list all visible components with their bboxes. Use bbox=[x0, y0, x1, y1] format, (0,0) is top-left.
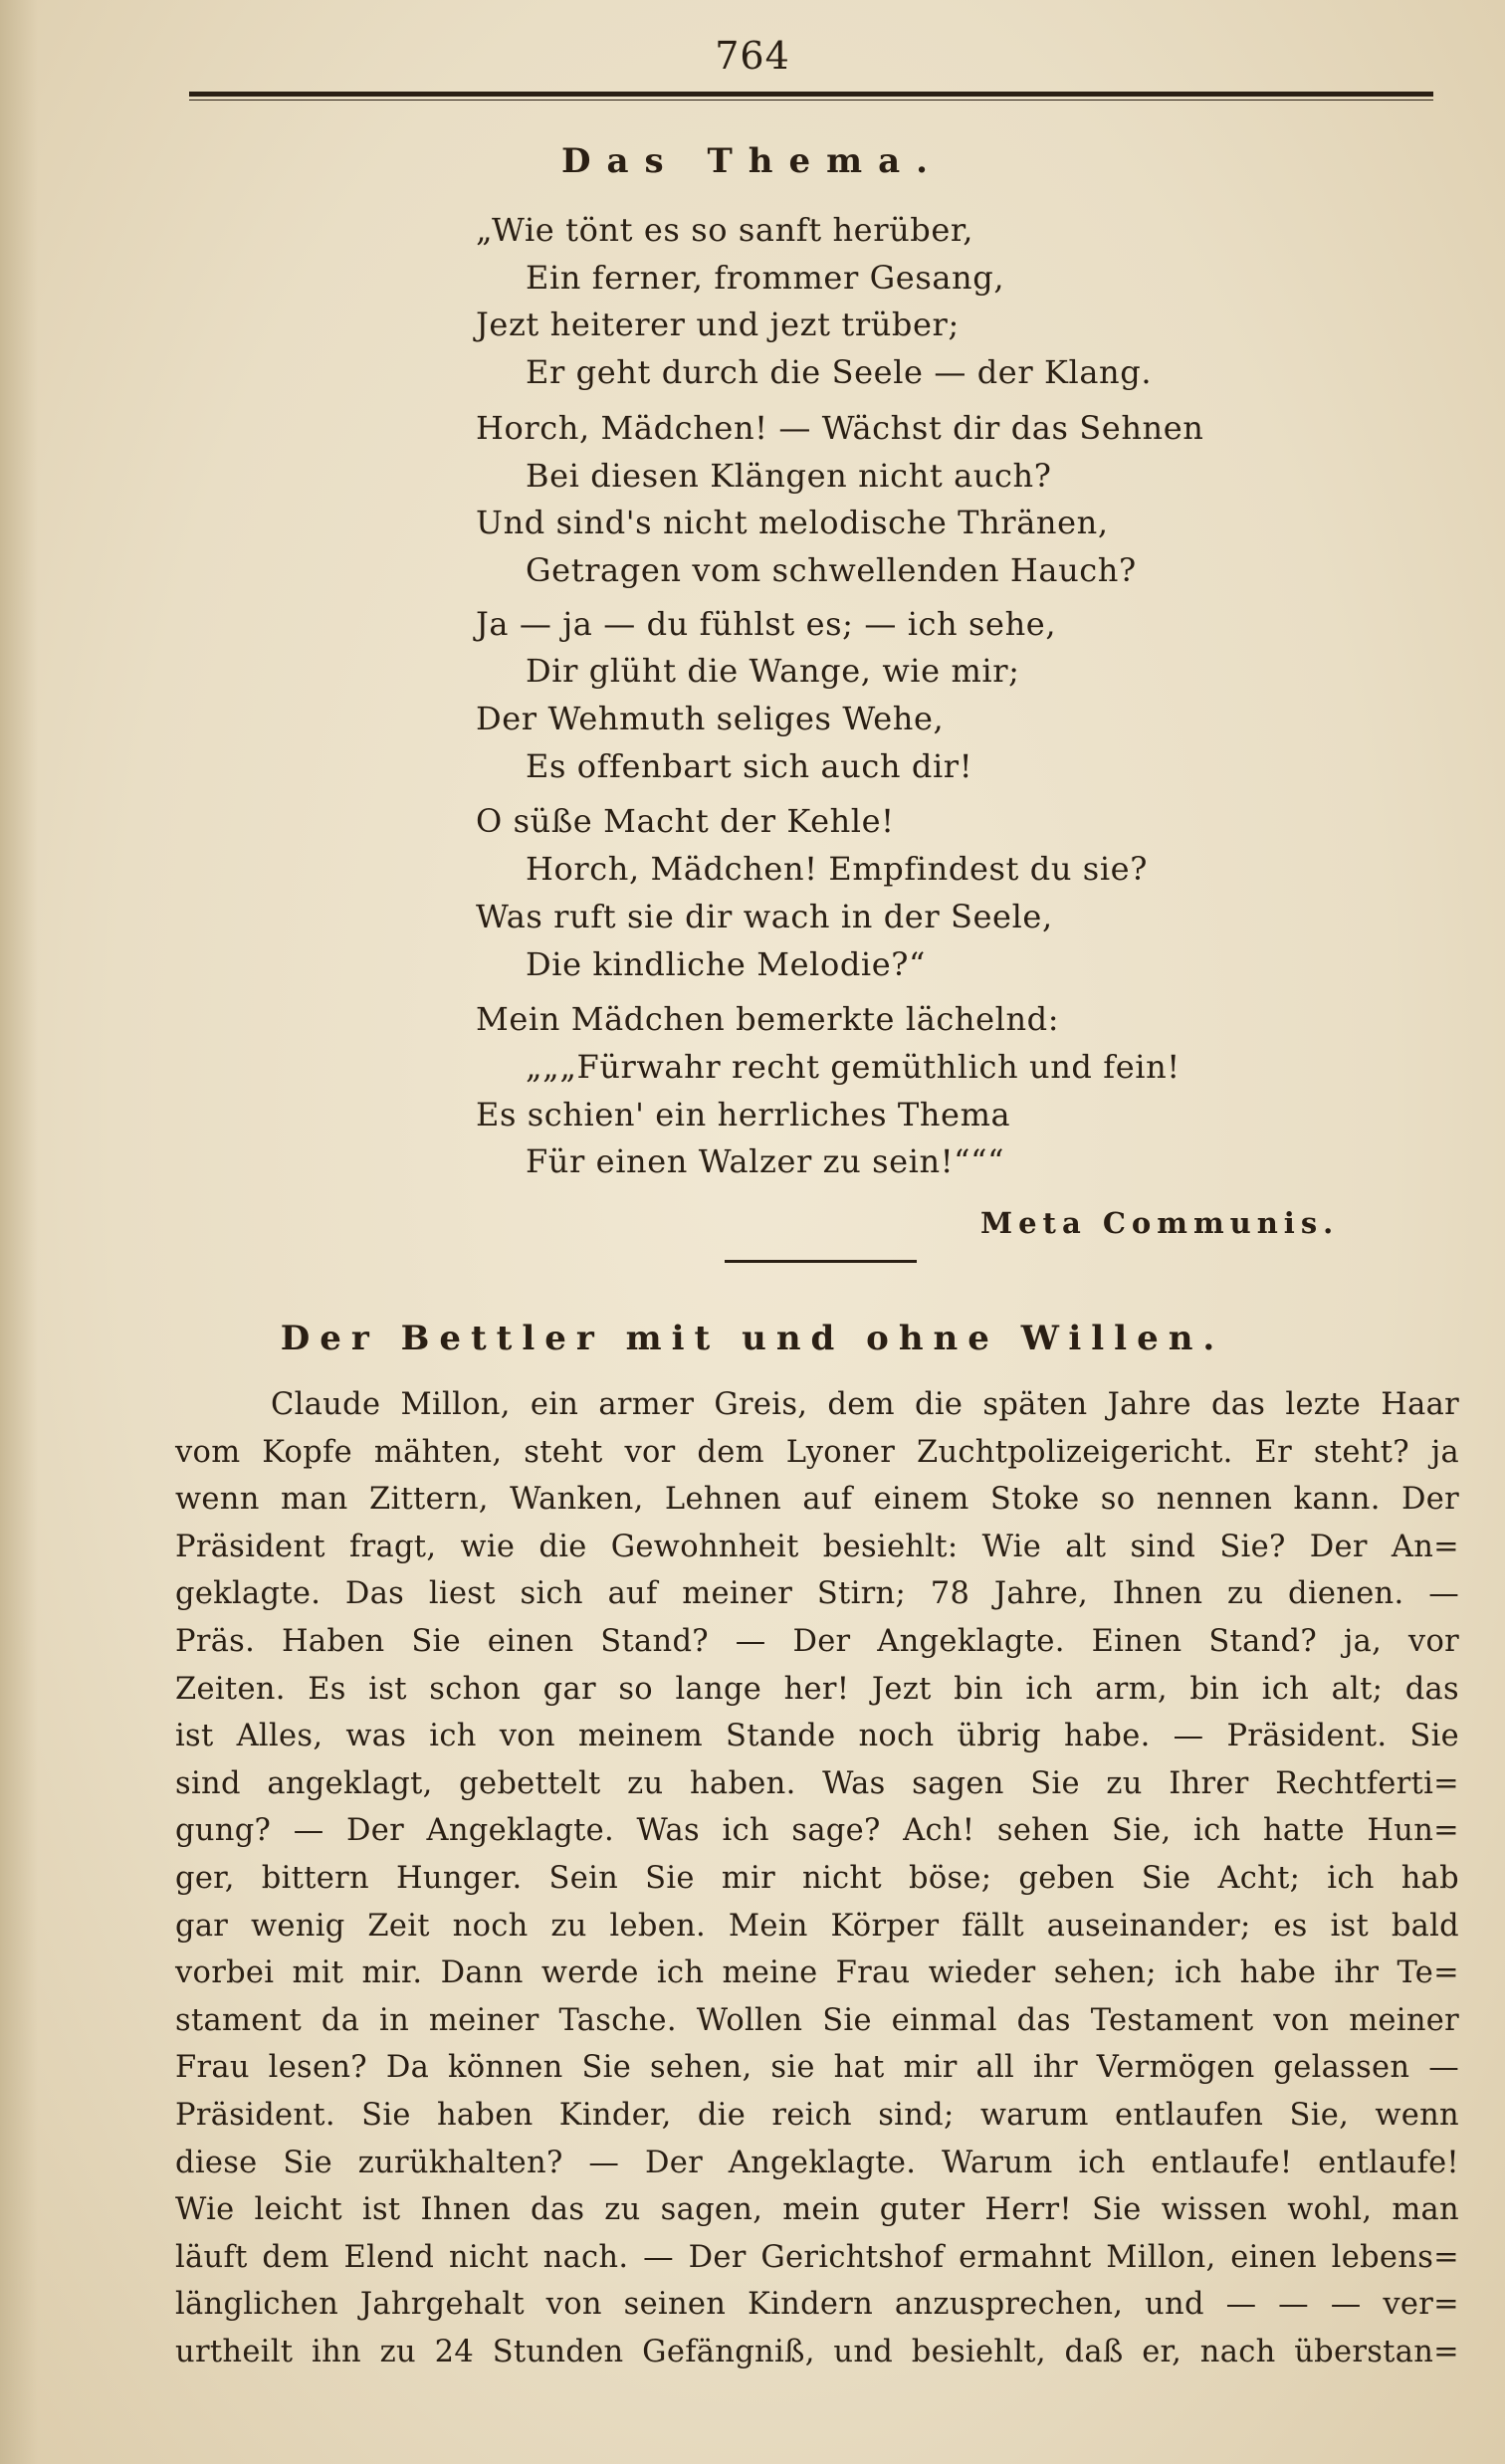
poem-line: Horch, Mädchen! — Wächst dir das Sehnen bbox=[476, 408, 1204, 447]
article-line: stament da in meiner Tasche. Wollen Sie einmal das Testament von meiner bbox=[175, 2002, 1459, 2038]
poem-line: „Wie tönt es so sanft herüber, bbox=[476, 211, 974, 249]
article-line: läuft dem Elend nicht nach. — Der Gerichtshof ermahnt Millon, einen lebens= bbox=[175, 2239, 1459, 2275]
article-line: Zeiten. Es ist schon gar so lange her! Jezt bin ich arm, bin ich alt; das bbox=[175, 1671, 1459, 1707]
poem-line: Getragen vom schwellenden Hauch? bbox=[526, 550, 1137, 589]
article-line: vorbei mit mir. Dann werde ich meine Frau wieder sehen; ich habe ihr Te= bbox=[175, 1955, 1459, 1991]
article-line: länglichen Jahrgehalt von seinen Kindern anzusprechen, und — — — ver= bbox=[175, 2287, 1459, 2323]
article-line: urtheilt ihn zu 24 Stunden Gefängniß, und besiehlt, daß er, nach überstan= bbox=[175, 2335, 1459, 2369]
poem-line: Horch, Mädchen! Empfindest du sie? bbox=[526, 850, 1148, 889]
poem-line: Die kindliche Melodie?“ bbox=[526, 944, 927, 983]
page-edge-shadow bbox=[0, 0, 38, 2464]
article-line: Claude Millon, ein armer Greis, dem die späten Jahre das lezte Haar bbox=[271, 1387, 1459, 1422]
poem-line: Ja — ja — du fühlst es; — ich sehe, bbox=[476, 604, 1057, 643]
poem-line: Ein ferner, frommer Gesang, bbox=[526, 258, 1005, 297]
poem-line: Jezt heiterer und jezt trüber; bbox=[476, 306, 960, 344]
article-line: Präsident fragt, wie die Gewohnheit besiehlt: Wie alt sind Sie? Der An= bbox=[175, 1529, 1459, 1564]
poem-line: Der Wehmuth seliges Wehe, bbox=[476, 700, 945, 737]
header-rule-thin bbox=[189, 100, 1433, 101]
poem-line: Es offenbart sich auch dir! bbox=[526, 746, 973, 785]
article-line: sind angeklagt, gebettelt zu haben. Was sagen Sie zu Ihrer Rechtferti= bbox=[175, 1765, 1459, 1801]
page-number: 764 bbox=[715, 34, 790, 78]
poem-line: Mein Mädchen bemerkte lächelnd: bbox=[476, 1000, 1060, 1039]
article-line: Wie leicht ist Ihnen das zu sagen, mein guter Herr! Sie wissen wohl, man bbox=[175, 2192, 1459, 2228]
poem-signature: Meta Communis. bbox=[980, 1206, 1340, 1240]
poem-line: Für einen Walzer zu sein!“““ bbox=[526, 1142, 1005, 1181]
article-line: ger, bittern Hunger. Sein Sie mir nicht böse; geben Sie Acht; ich hab bbox=[175, 1861, 1459, 1896]
poem-line: Es schien' ein herrliches Thema bbox=[476, 1095, 1011, 1133]
article-title: Der Bettler mit und ohne Willen. bbox=[280, 1319, 1225, 1358]
poem-line: „„„Fürwahr recht gemüthlich und fein! bbox=[526, 1047, 1181, 1086]
article-line: Präs. Haben Sie einen Stand? — Der Angeklagte. Einen Stand? ja, vor bbox=[175, 1624, 1459, 1659]
article-line: diese Sie zurükhalten? — Der Angeklagte. Warum ich entlaufe! entlaufe! bbox=[175, 2145, 1459, 2180]
article-line: gung? — Der Angeklagte. Was ich sage? Ach! sehen Sie, ich hatte Hun= bbox=[175, 1813, 1459, 1849]
section-divider bbox=[725, 1260, 917, 1263]
poem-line: Bei diesen Klängen nicht auch? bbox=[526, 456, 1052, 495]
poem-title: Das Thema. bbox=[561, 141, 944, 181]
article-line: vom Kopfe mähten, steht vor dem Lyoner Zuchtpolizeigericht. Er steht? ja bbox=[175, 1434, 1459, 1470]
article-line: Frau lesen? Da können Sie sehen, sie hat mir all ihr Vermögen gelassen — bbox=[175, 2050, 1459, 2086]
article-line: ist Alles, was ich von meinem Stande noch übrig habe. — Präsident. Sie bbox=[175, 1719, 1459, 1754]
article-line: geklagte. Das liest sich auf meiner Stirn; 78 Jahre, Ihnen zu dienen. — bbox=[175, 1576, 1459, 1612]
article-line: wenn man Zittern, Wanken, Lehnen auf einem Stoke so nennen kann. Der bbox=[175, 1482, 1459, 1518]
poem-line: Er geht durch die Seele — der Klang. bbox=[526, 353, 1153, 392]
header-rule bbox=[189, 92, 1433, 97]
article-line: Präsident. Sie haben Kinder, die reich sind; warum entlaufen Sie, wenn bbox=[175, 2098, 1459, 2133]
article-line: gar wenig Zeit noch zu leben. Mein Körper fällt auseinander; es ist bald bbox=[175, 1908, 1459, 1944]
poem-line: Was ruft sie dir wach in der Seele, bbox=[476, 897, 1053, 935]
poem-line: Und sind's nicht melodische Thränen, bbox=[476, 504, 1109, 542]
poem-line: O süße Macht der Kehle! bbox=[476, 802, 895, 841]
poem-line: Dir glüht die Wange, wie mir; bbox=[526, 652, 1020, 691]
